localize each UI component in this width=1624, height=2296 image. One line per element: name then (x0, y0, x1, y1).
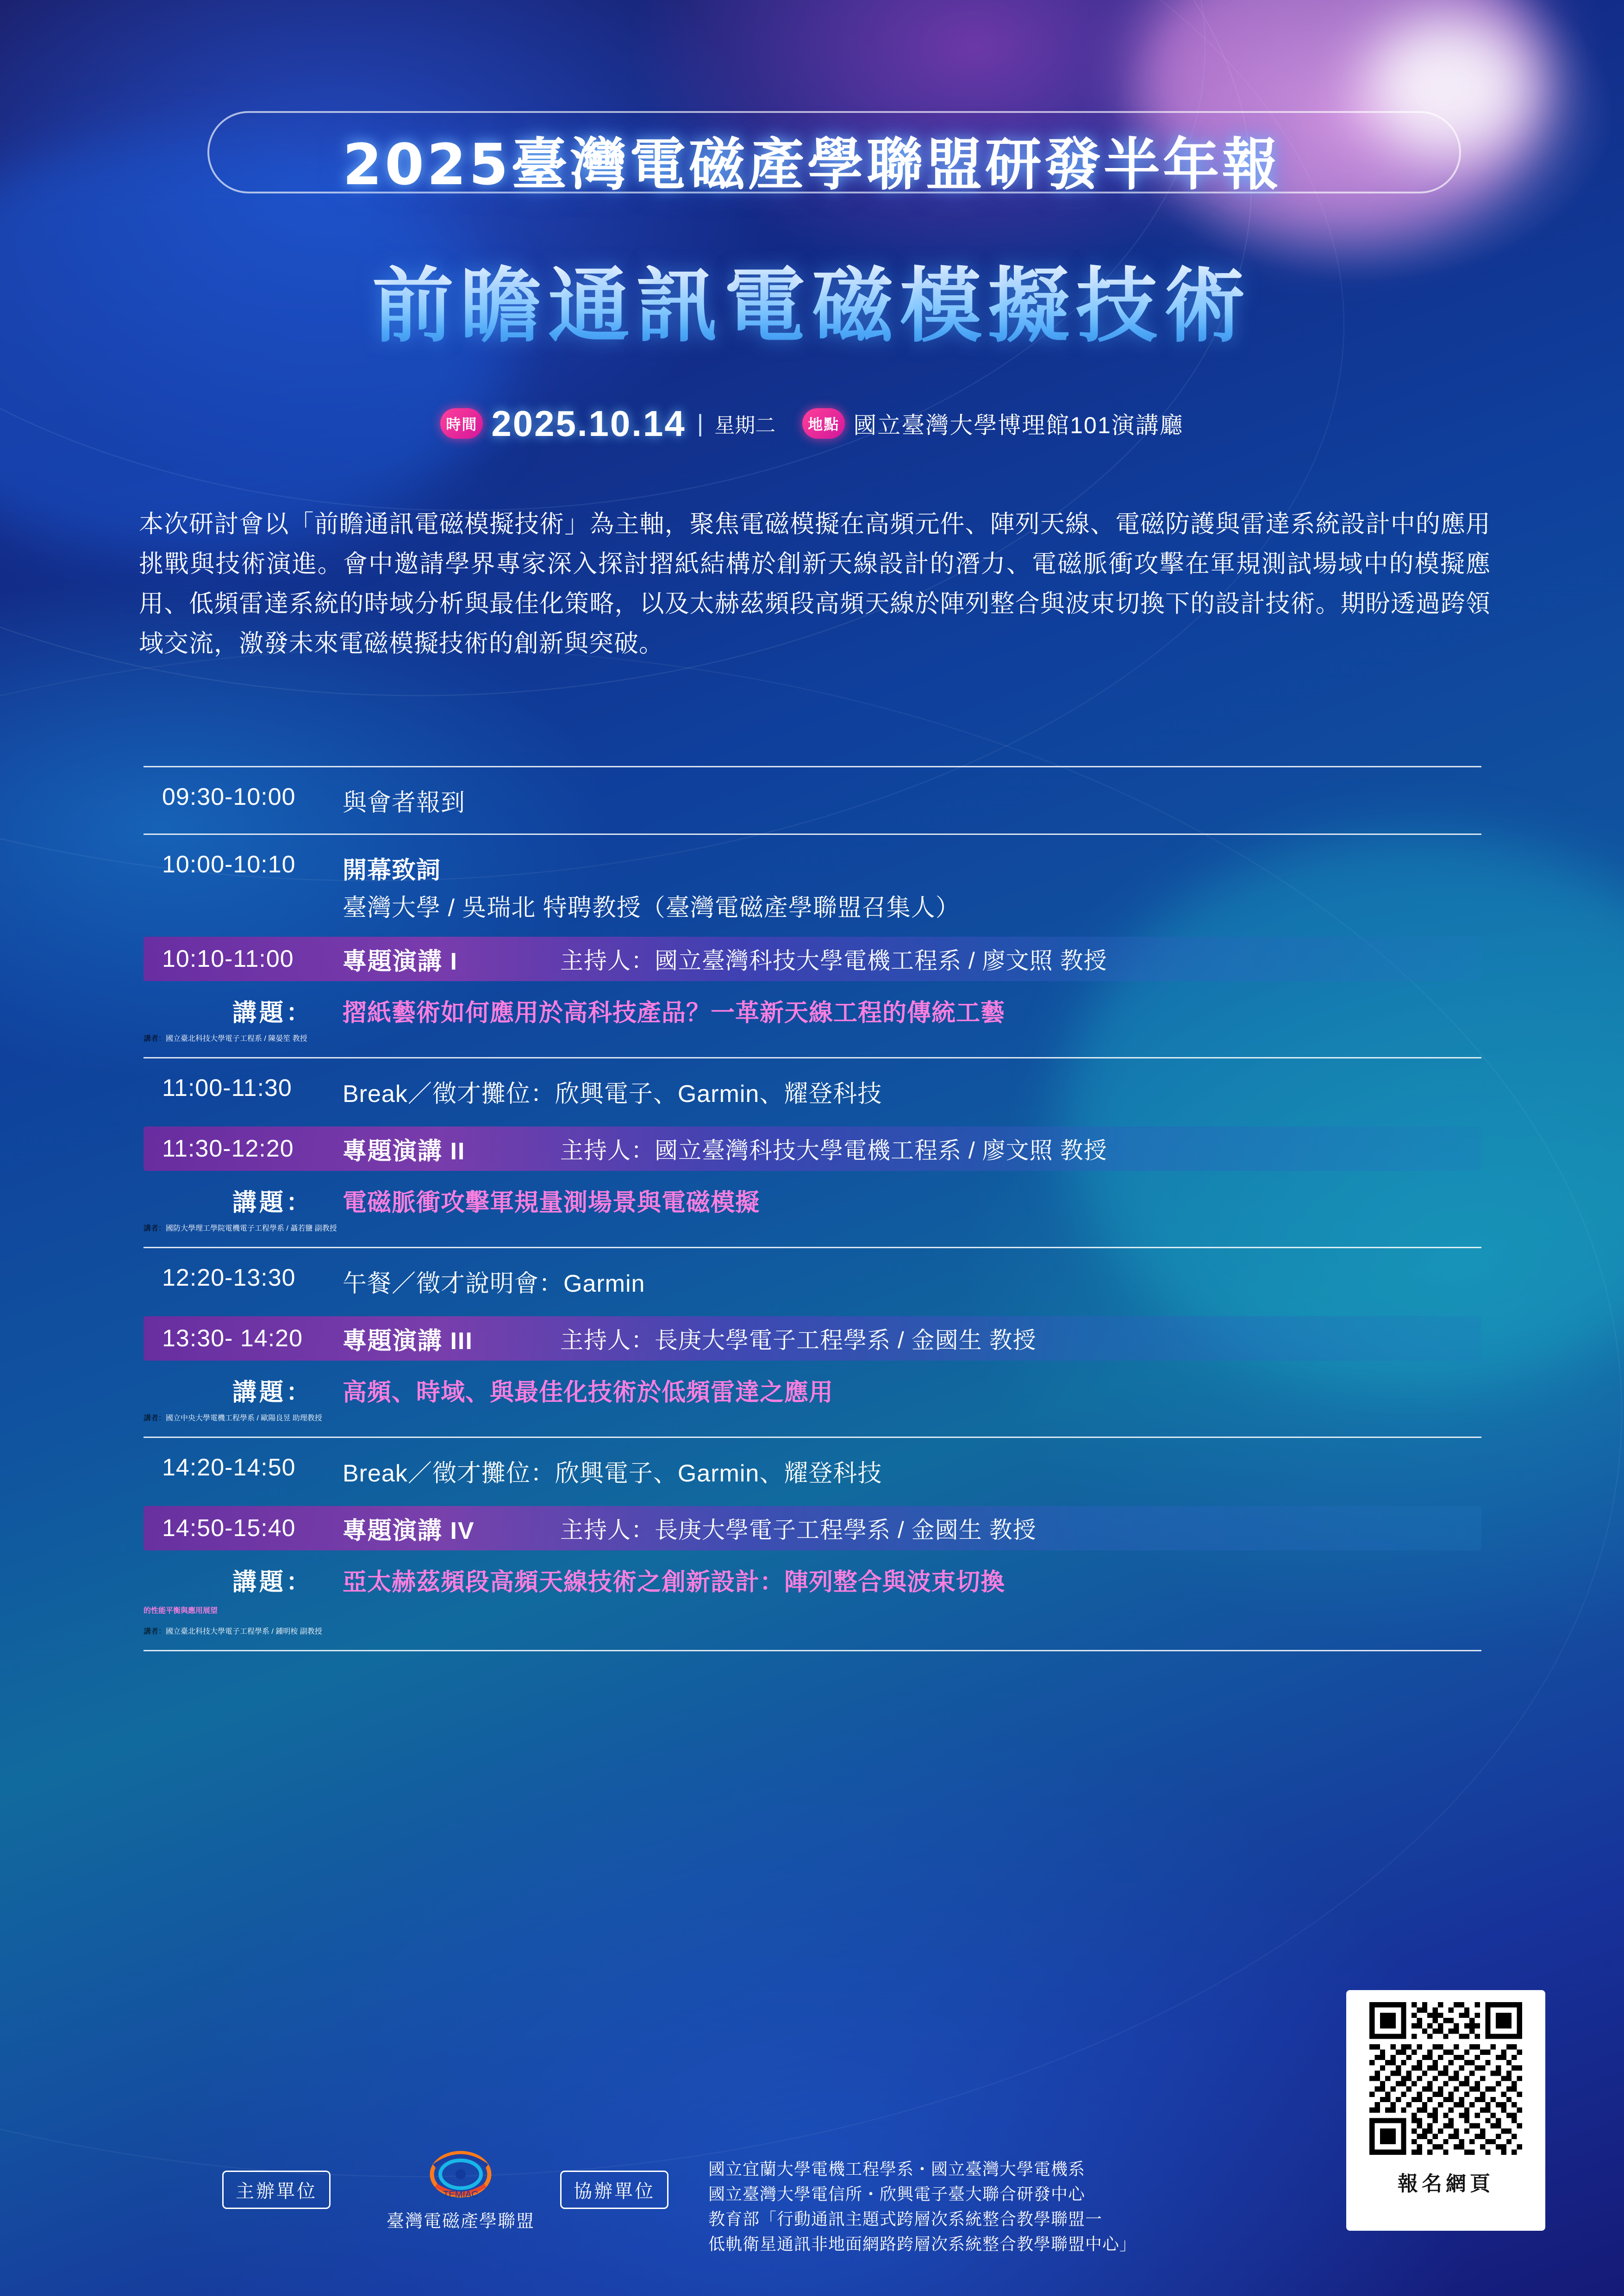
credits-block (708, 2157, 1310, 2257)
agenda-list (144, 766, 1481, 1651)
meta-separator: | (697, 410, 704, 437)
agenda-row (144, 1438, 1481, 1504)
session-topic: 電磁脈衝攻擊軍規量測場景與電磁模擬 (343, 1189, 760, 1216)
session-band (144, 1126, 1481, 1171)
agenda-time: 11:00-11:30 (162, 1075, 292, 1101)
session-label: 專題演講 III (343, 1327, 473, 1355)
session-host: 主持人：長庚大學電子工程學系 / 金國生 教授 (560, 1327, 1037, 1353)
session-host: 主持人：國立臺灣科技大學電機工程系 / 廖文照 教授 (560, 1138, 1107, 1164)
agenda-text: 午餐／徵才說明會：Garmin (343, 1270, 645, 1297)
topic-label: 講題： (232, 1000, 313, 1027)
agenda-time: 11:30-12:20 (162, 1135, 294, 1162)
topic-label: 講題： (232, 1569, 313, 1596)
host-badge-label: 主辦單位 (222, 2171, 331, 2209)
credit-line: 國立臺灣大學電信所・欣興電子臺大聯合研發中心 (708, 2184, 1086, 2203)
speaker-label: 講者： (144, 1225, 166, 1232)
organizer-name: 臺灣電磁產學聯盟 (386, 2212, 535, 2231)
poster-footer (0, 2138, 1624, 2296)
agenda-row (144, 1058, 1481, 1125)
credit-line: 低軌衛星通訊非地面網路跨層次系統整合教學聯盟中心」 (708, 2234, 1137, 2253)
session-speaker-row (144, 1412, 1481, 1437)
agenda-row (144, 1248, 1481, 1314)
credit-line: 國立宜蘭大學電機工程學系・國立臺灣大學電機系 (708, 2159, 1086, 2178)
agenda-time: 14:50-15:40 (162, 1515, 296, 1542)
session-topic-row-2 (144, 1602, 1481, 1615)
agenda-text: Break／徵才攤位：欣興電子、Garmin、耀登科技 (343, 1081, 882, 1108)
divider (144, 1650, 1481, 1651)
session-label: 專題演講 IV (343, 1517, 475, 1544)
session-speaker: 國立臺北科技大學電子工程系 / 陳晏笙 教授 (166, 1035, 307, 1043)
event-venue: 國立臺灣大學博理館101演講廳 (853, 412, 1184, 438)
session-topic: 摺紙藝術如何應用於高科技產品？一革新天線工程的傳統工藝 (343, 1000, 1006, 1027)
qr-label: 報名網頁 (1398, 2172, 1494, 2195)
coorganizer-badge (560, 2171, 668, 2209)
session-band (144, 937, 1481, 981)
speaker-label: 講者： (144, 1035, 166, 1043)
session-speaker-row (144, 1222, 1481, 1247)
poster-header (0, 0, 1624, 481)
agenda-time: 13:30- 14:20 (162, 1325, 303, 1352)
session-speaker: 國立臺北科技大學電子工程學系 / 鍾明桉 副教授 (166, 1628, 322, 1636)
agenda-time: 10:00-10:10 (162, 851, 296, 878)
page-title: 2025臺灣電磁產學聯盟研發半年報 (343, 132, 1281, 198)
organizer-logo-block (384, 2147, 537, 2232)
agenda-row (144, 767, 1481, 834)
credit-line: 教育部「行動通訊主題式跨層次系統整合教學聯盟一 (708, 2209, 1103, 2228)
agenda-row (144, 835, 1481, 888)
session-speaker: 國防大學理工學院電機電子工程學系 / 聶若鹽 副教授 (166, 1225, 337, 1232)
session-band (144, 1506, 1481, 1550)
session-host: 主持人：國立臺灣科技大學電機工程系 / 廖文照 教授 (560, 948, 1107, 974)
session-host: 主持人：長庚大學電子工程學系 / 金國生 教授 (560, 1517, 1037, 1543)
event-weekday: 星期二 (714, 414, 776, 437)
topic-label: 講題： (232, 1189, 313, 1216)
host-badge (222, 2171, 331, 2209)
session-topic-row (144, 1550, 1481, 1602)
abstract-text: 本次研討會以「前瞻通訊電磁模擬技術」為主軸，聚焦電磁模擬在高頻元件、陣列天線、電磁防護與雷達系統設計中的應用挑戰與技術演進。會中邀請學界專家深入探討摺紙結構於創新天線設計的潛力、電磁脈衝攻擊在軍規測試場域中的模擬應用、低頻雷達系統的時域分析與最佳化策略，以及太赫茲頻段高頻天線於陣列整合與波束切換下的設計技術。期盼透過跨領域交流，激發未來電磁模擬技術的創新與突破。 (139, 510, 1491, 657)
agenda-time: 14:20-14:50 (162, 1454, 296, 1481)
speaker-label: 講者： (144, 1628, 166, 1636)
topic-label: 講題： (232, 1379, 313, 1406)
session-topic-row (144, 981, 1481, 1033)
session-band (144, 1316, 1481, 1361)
session-topic-row (144, 1361, 1481, 1412)
agenda-time: 09:30-10:00 (162, 784, 296, 810)
session-speaker-row (144, 1615, 1481, 1650)
agenda-text-secondary: 臺灣大學 / 吳瑞北 特聘教授（臺灣電磁產學聯盟召集人） (343, 895, 960, 921)
event-meta-row (0, 403, 1624, 444)
temiac-logo-icon (426, 2147, 495, 2203)
session-speaker: 國立中央大學電機工程學系 / 歐陽良昱 助理教授 (166, 1414, 322, 1422)
session-speaker-row (144, 1033, 1481, 1057)
page-subtitle: 前瞻通訊電磁模擬技術 (0, 241, 1624, 358)
session-topic: 亞太赫茲頻段高頻天線技術之創新設計：陣列整合與波束切換 (343, 1569, 1006, 1596)
time-badge: 時間 (440, 408, 483, 439)
agenda-text: 開幕致詞 (343, 857, 441, 884)
session-topic-cont: 的性能平衡與應用展望 (144, 1607, 218, 1615)
session-label: 專題演講 II (343, 1138, 466, 1165)
agenda-time: 10:10-11:00 (162, 946, 294, 972)
place-badge: 地點 (802, 408, 845, 439)
speaker-label: 講者： (144, 1414, 166, 1422)
event-date: 2025.10.14 (491, 403, 686, 444)
agenda-time: 12:20-13:30 (162, 1264, 296, 1291)
coorganizer-badge-label: 協辦單位 (560, 2171, 668, 2209)
session-topic-row (144, 1171, 1481, 1222)
session-label: 專題演講 I (343, 948, 458, 975)
agenda-subrow (144, 888, 1481, 930)
qr-code-icon (1369, 2002, 1522, 2155)
agenda-text: 與會者報到 (343, 790, 466, 816)
session-topic: 高頻、時域、與最佳化技術於低頻雷達之應用 (343, 1379, 834, 1406)
svg-text:TEMIAC: TEMIAC (443, 2190, 478, 2200)
agenda-text: Break／徵才攤位：欣興電子、Garmin、耀登科技 (343, 1460, 882, 1487)
